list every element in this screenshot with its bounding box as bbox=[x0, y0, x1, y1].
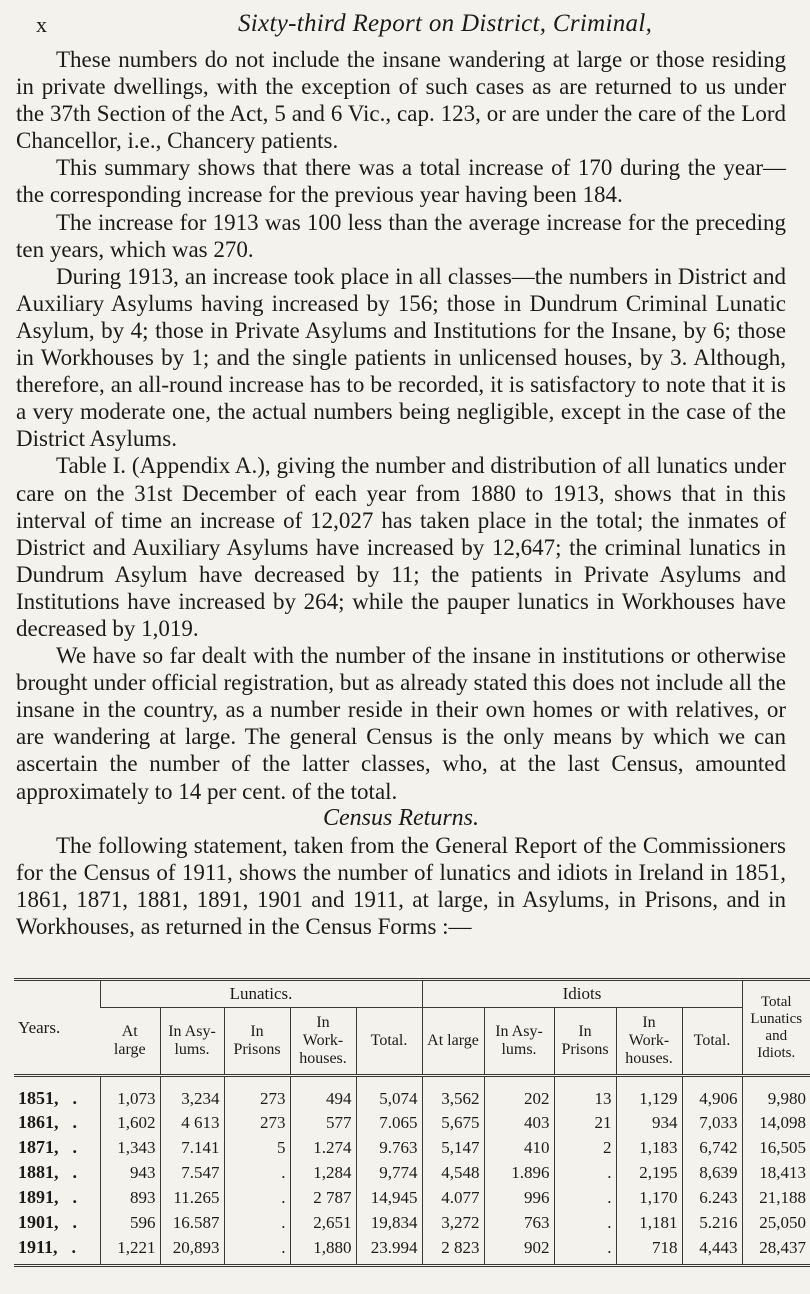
table-cell: 16,505 bbox=[742, 1135, 810, 1160]
col-lunatics-in-workhouses: In Work- houses. bbox=[290, 1008, 356, 1076]
table-cell: 4,906 bbox=[682, 1076, 742, 1111]
running-head-title: Sixty-third Report on District, Criminal, bbox=[238, 10, 653, 37]
table-cell: 7,033 bbox=[682, 1110, 742, 1135]
year-cell bbox=[14, 1210, 100, 1235]
year-cell bbox=[14, 1110, 100, 1135]
table-cell: 3,272 bbox=[422, 1210, 484, 1235]
census-table-body bbox=[14, 1076, 810, 1266]
group-idiots: Idiots bbox=[422, 980, 742, 1008]
table-row bbox=[14, 1185, 810, 1210]
table-cell: . bbox=[224, 1235, 290, 1266]
paragraph: We have so far dealt with the number of the insane in institutions or otherwise brought under official registration, but as already stated this does not include all the insane in the country, as a number reside in their own homes or with relatives, or are wandering at large. The general Census is the only means by which we can ascertain the number of the latter classes, who, at the last Census, amounted approximately to 14 per cent. of the total. bbox=[16, 643, 786, 804]
table-cell: 21 bbox=[554, 1110, 616, 1135]
table-cell: 5.216 bbox=[682, 1210, 742, 1235]
table-cell: 23.994 bbox=[356, 1235, 422, 1266]
table-cell: 4 613 bbox=[160, 1110, 224, 1135]
col-years: Years. bbox=[14, 980, 100, 1076]
col-total-lunatics-and-idiots: Total Lunatics and Idiots. bbox=[742, 980, 810, 1076]
table-row bbox=[14, 1235, 810, 1266]
table-cell: 28,437 bbox=[742, 1235, 810, 1266]
table-cell: 996 bbox=[484, 1185, 554, 1210]
year-label: 1861, bbox=[18, 1112, 59, 1132]
table-cell: 25,050 bbox=[742, 1210, 810, 1235]
col-idiots-in-prisons: In Prisons bbox=[554, 1008, 616, 1076]
year-label: 1871, bbox=[18, 1137, 59, 1157]
table-cell: 1,343 bbox=[100, 1135, 160, 1160]
table-cell: 5 bbox=[224, 1135, 290, 1160]
leader-dot: . bbox=[72, 1162, 77, 1182]
table-row bbox=[14, 1210, 810, 1235]
paragraph: The increase for 1913 was 100 less than the average increase for the preceding ten years, which was 270. bbox=[16, 209, 786, 262]
table-cell: 943 bbox=[100, 1160, 160, 1185]
table-cell: 1,602 bbox=[100, 1110, 160, 1135]
table-cell: 7.547 bbox=[160, 1160, 224, 1185]
table-cell: 273 bbox=[224, 1110, 290, 1135]
year-label: 1891, bbox=[18, 1187, 59, 1207]
table-cell: 4.077 bbox=[422, 1185, 484, 1210]
table-row bbox=[14, 1110, 810, 1135]
year-label: 1881, bbox=[18, 1162, 59, 1182]
year-cell bbox=[14, 1185, 100, 1210]
table-cell: 763 bbox=[484, 1210, 554, 1235]
year-label: 1911, bbox=[18, 1237, 58, 1257]
table-cell: 893 bbox=[100, 1185, 160, 1210]
year-cell bbox=[14, 1076, 100, 1111]
leader-dot: . bbox=[72, 1187, 77, 1207]
leader-dot: . bbox=[72, 1088, 77, 1108]
table-cell: 1.896 bbox=[484, 1160, 554, 1185]
leader-dot: . bbox=[71, 1237, 77, 1257]
table-cell: 5,074 bbox=[356, 1076, 422, 1111]
paragraph: Table I. (Appendix A.), giving the number and distribution of all lunatics under care on the 31st December of each year from 1880 to 1913, shows that in this interval of time an increase of 12,027 has taken place in the total; the inmates of District and Auxiliary Asylums have increased by 12,647; the criminal lunatics in Dundrum Asylum have decreased by 11; the patients in Private Asylums and Institutions have increased by 264; while the pauper lunatics in Workhouses have decreased by 1,019. bbox=[16, 453, 786, 641]
table-cell: 9.763 bbox=[356, 1135, 422, 1160]
year-cell bbox=[14, 1160, 100, 1185]
table-cell: 4,548 bbox=[422, 1160, 484, 1185]
table-cell: 596 bbox=[100, 1210, 160, 1235]
table-cell: 1,183 bbox=[616, 1135, 682, 1160]
table-cell: 14,945 bbox=[356, 1185, 422, 1210]
table-cell: . bbox=[224, 1185, 290, 1210]
table-cell: 14,098 bbox=[742, 1110, 810, 1135]
section-subheading: Census Returns. bbox=[323, 804, 479, 831]
table-cell: 577 bbox=[290, 1110, 356, 1135]
table-sub-header bbox=[14, 1008, 810, 1076]
col-lunatics-at-large: At large bbox=[100, 1008, 160, 1076]
running-head bbox=[0, 8, 800, 44]
table-cell: 1,221 bbox=[100, 1235, 160, 1266]
year-label: 1901, bbox=[18, 1212, 59, 1232]
table-cell: . bbox=[554, 1185, 616, 1210]
table-cell: 5,675 bbox=[422, 1110, 484, 1135]
leader-dot: . bbox=[72, 1112, 77, 1132]
table-cell: 1,181 bbox=[616, 1210, 682, 1235]
table-cell: 9,980 bbox=[742, 1076, 810, 1111]
table-cell: 494 bbox=[290, 1076, 356, 1111]
table-cell: 273 bbox=[224, 1076, 290, 1111]
group-lunatics: Lunatics. bbox=[100, 980, 422, 1008]
table-cell: 1,880 bbox=[290, 1235, 356, 1266]
table-cell: 1,129 bbox=[616, 1076, 682, 1111]
col-lunatics-total: Total. bbox=[356, 1008, 422, 1076]
table-cell: 2 787 bbox=[290, 1185, 356, 1210]
table-cell: 1,170 bbox=[616, 1185, 682, 1210]
year-label: 1851, bbox=[18, 1088, 59, 1108]
table-cell: 934 bbox=[616, 1110, 682, 1135]
table-cell: 3,234 bbox=[160, 1076, 224, 1111]
table-cell: 5,147 bbox=[422, 1135, 484, 1160]
table-cell: 7.065 bbox=[356, 1110, 422, 1135]
table-cell: 2,195 bbox=[616, 1160, 682, 1185]
paragraph: This summary shows that there was a total increase of 170 during the year—the corresponding increase for the previous year having been 184. bbox=[16, 155, 786, 208]
paragraph: These numbers do not include the insane wandering at large or those residing in private dwellings, with the exception of such cases as are returned to us under the 37th Section of the Act, 5 and 6 Vic., cap. 123, or are under the care of the Lord Chancellor, i.e., Chancery patients. bbox=[16, 47, 786, 154]
table-cell: 4,443 bbox=[682, 1235, 742, 1266]
table-cell: 16.587 bbox=[160, 1210, 224, 1235]
col-lunatics-in-prisons: In Prisons bbox=[224, 1008, 290, 1076]
table-cell: . bbox=[224, 1160, 290, 1185]
page-mark: x bbox=[36, 12, 47, 37]
table-group-header bbox=[14, 980, 810, 1008]
table-cell: 7.141 bbox=[160, 1135, 224, 1160]
table-row bbox=[14, 1160, 810, 1185]
table-cell: 6.243 bbox=[682, 1185, 742, 1210]
table-cell: . bbox=[554, 1160, 616, 1185]
leader-dot: . bbox=[72, 1212, 77, 1232]
table-cell: 202 bbox=[484, 1076, 554, 1111]
table-cell: 3,562 bbox=[422, 1076, 484, 1111]
table-row bbox=[14, 1076, 810, 1111]
table-cell: 718 bbox=[616, 1235, 682, 1266]
table-cell: . bbox=[554, 1235, 616, 1266]
table-cell: 18,413 bbox=[742, 1160, 810, 1185]
paragraph: The following statement, taken from the General Report of the Commissioners for the Census of 1911, shows the number of lunatics and idiots in Ireland in 1851, 1861, 1871, 1881, 1891, 1901 and 1911, at large, in Asylums, in Prisons, and in Workhouses, as returned in the Census Forms :— bbox=[16, 832, 786, 939]
body-text bbox=[16, 46, 786, 940]
table-cell: 8,639 bbox=[682, 1160, 742, 1185]
census-table bbox=[14, 978, 810, 1267]
table-cell: 902 bbox=[484, 1235, 554, 1266]
col-lunatics-in-asylums: In Asy- lums. bbox=[160, 1008, 224, 1076]
table-cell: 2 823 bbox=[422, 1235, 484, 1266]
table-cell: 403 bbox=[484, 1110, 554, 1135]
table-cell: 1,284 bbox=[290, 1160, 356, 1185]
table-cell: 6,742 bbox=[682, 1135, 742, 1160]
table-cell: 2 bbox=[554, 1135, 616, 1160]
table-cell: 2,651 bbox=[290, 1210, 356, 1235]
year-cell bbox=[14, 1135, 100, 1160]
year-cell bbox=[14, 1235, 100, 1266]
table-cell: 410 bbox=[484, 1135, 554, 1160]
table-cell: . bbox=[224, 1210, 290, 1235]
table-cell: 19,834 bbox=[356, 1210, 422, 1235]
table-cell: 21,188 bbox=[742, 1185, 810, 1210]
table-cell: 1,073 bbox=[100, 1076, 160, 1111]
table-cell: 13 bbox=[554, 1076, 616, 1111]
table-cell: 20,893 bbox=[160, 1235, 224, 1266]
table-cell: 11.265 bbox=[160, 1185, 224, 1210]
leader-dot: . bbox=[72, 1137, 77, 1157]
col-idiots-in-workhouses: In Work- houses. bbox=[616, 1008, 682, 1076]
table-cell: 9,774 bbox=[356, 1160, 422, 1185]
paragraph: During 1913, an increase took place in all classes—the numbers in District and Auxiliary Asylums having increased by 156; those in Dundrum Criminal Lunatic Asylum, by 4; those in Private Asylums and Institutions for the Insane, by 6; those in Workhouses by 1; and the single patients in unlicensed houses, by 3. Although, therefore, an all-round increase has to be recorded, it is satisfactory to note that it is a very moderate one, the actual numbers being negligible, except in the case of the District Asylums. bbox=[16, 263, 786, 452]
col-idiots-at-large: At large bbox=[422, 1008, 484, 1076]
table-cell: 1.274 bbox=[290, 1135, 356, 1160]
col-idiots-in-asylums: In Asy- lums. bbox=[484, 1008, 554, 1076]
col-idiots-total: Total. bbox=[682, 1008, 742, 1076]
table-cell: . bbox=[554, 1210, 616, 1235]
table-row bbox=[14, 1135, 810, 1160]
